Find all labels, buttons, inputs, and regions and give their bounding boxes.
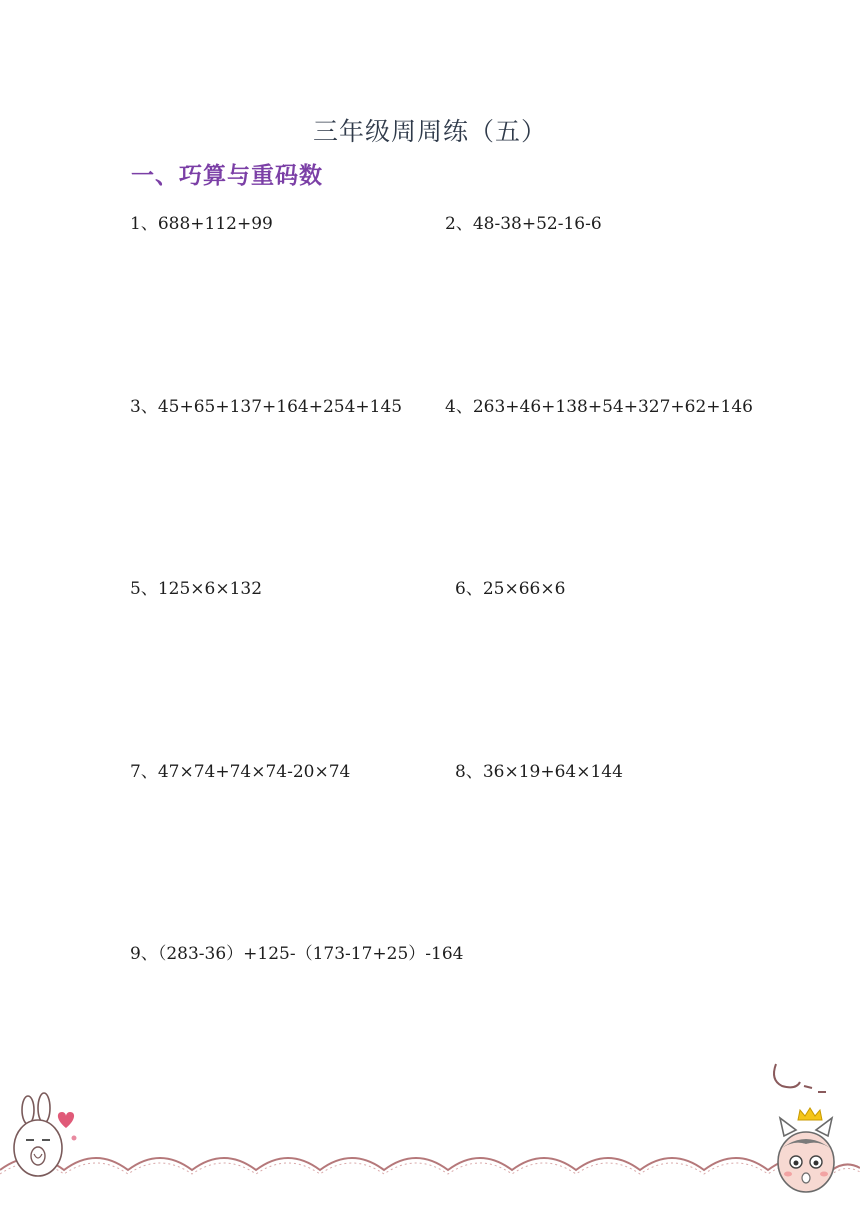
problem-2: 2、48-38+52-16-6	[445, 214, 602, 234]
heart-icon	[58, 1112, 74, 1128]
problem-1: 1、688+112+99	[130, 214, 273, 234]
footer-decoration	[0, 1060, 860, 1216]
problem-4: 4、263+46+138+54+327+62+146	[445, 397, 753, 417]
problem-7: 7、47×74+74×74-20×74	[130, 762, 351, 782]
page-title: 三年级周周练（五）	[312, 117, 547, 146]
bunny-illustration	[14, 1093, 62, 1176]
problem-9: 9、（283-36）+125-（173-17+25）-164	[130, 944, 464, 964]
cat-princess-illustration	[778, 1118, 834, 1192]
problem-8: 8、36×19+64×144	[455, 762, 623, 782]
dot-decoration	[72, 1136, 77, 1141]
problem-6: 6、25×66×6	[455, 579, 566, 599]
crown-icon	[798, 1108, 822, 1120]
section-heading: 一、巧算与重码数	[131, 163, 323, 189]
problem-3: 3、45+65+137+164+254+145	[130, 397, 403, 417]
scalloped-border	[0, 1064, 860, 1174]
problem-5: 5、125×6×132	[130, 579, 263, 599]
